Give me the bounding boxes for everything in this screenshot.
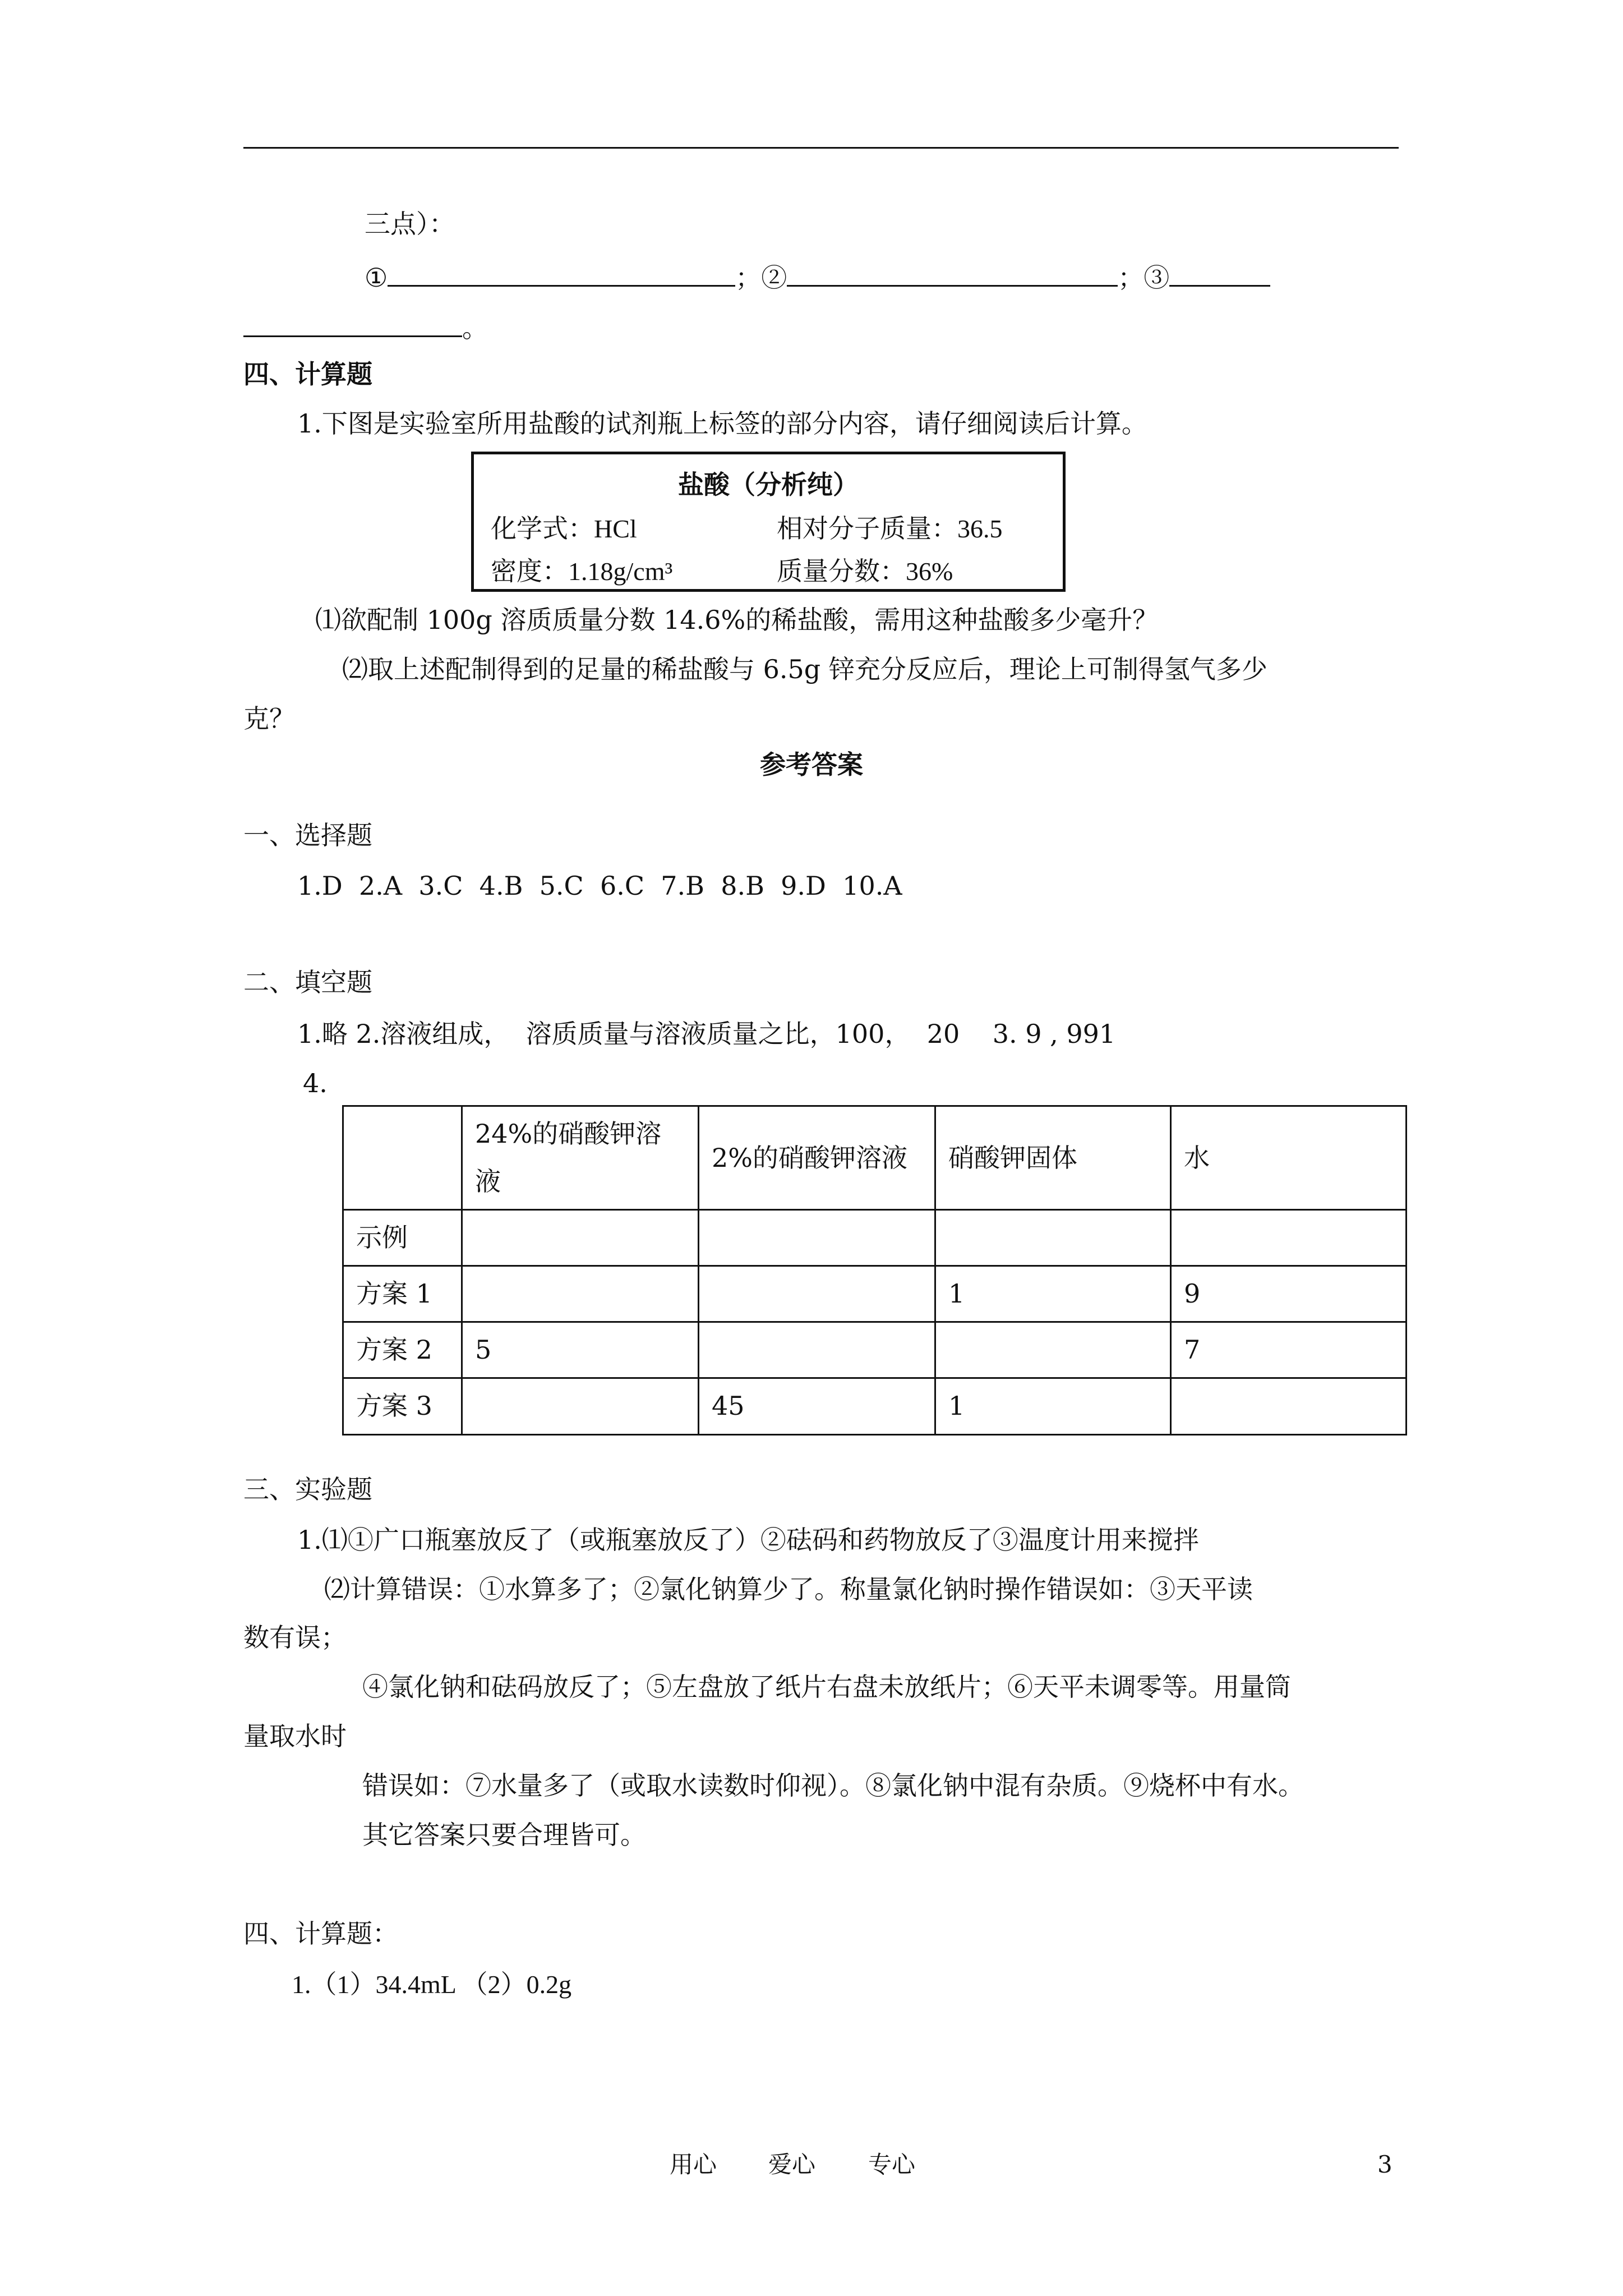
table-cell: 9 [1171,1266,1407,1322]
table-cell [699,1322,935,1378]
answers-title: 参考答案 [760,749,863,780]
answers-choice-text: 1.D 2.A 3.C 4.B 5.C 6.C 7.B 8.B 9.D 10.A [297,871,902,901]
answers-experiment-heading: 三、实验题 [243,1474,372,1504]
answers-experiment-line: ⑵计算错误：①水算多了；②氯化钠算少了。称量氯化钠时操作错误如：③天平读 [324,1574,1253,1604]
answers-experiment-line: 1.⑴①广口瓶塞放反了（或瓶塞放反了）②砝码和药物放反了③温度计用来搅拌 [297,1525,1199,1555]
table-cell [1171,1210,1407,1266]
answers-experiment-line: 数有误； [243,1622,347,1653]
sub-question-1: ⑴欲配制 100g 溶质质量分数 14.6%的稀盐酸，需用这种盐酸多少毫升？ [315,605,1159,635]
table-cell: 方案 3 [343,1378,462,1434]
table-cell: 方案 2 [343,1322,462,1378]
answers-experiment-line: 量取水时 [243,1721,347,1751]
table-cell: 1 [935,1378,1171,1434]
answers-experiment-line: 其它答案只要合理皆可。 [362,1820,646,1850]
table-cell [935,1322,1171,1378]
table-row [343,1378,1407,1434]
table-row [343,1266,1407,1322]
table-cell: 45 [699,1378,935,1434]
answers-experiment-line: 错误如：⑦水量多了（或取水读数时仰视）。⑧氯化钠中混有杂质。⑨烧杯中有水。 [362,1770,1304,1801]
answers-fill-heading: 二、填空题 [243,967,372,997]
table-cell [935,1210,1171,1266]
table-header-cell: 水 [1171,1106,1407,1210]
table-header-row [343,1106,1407,1210]
blank-answers-line: ① ；② ；③ [365,259,1270,293]
table-cell [699,1210,935,1266]
table-cell: 示例 [343,1210,462,1266]
label-mass-fraction: 质量分数：36% [777,557,953,586]
table-cell: 7 [1171,1322,1407,1378]
answer-table [342,1105,1407,1435]
blank-2 [787,259,1118,287]
table-cell [462,1210,699,1266]
table-header-cell [343,1106,462,1210]
footer-text: 专心 [868,2151,916,2178]
footer-text: 用心 [670,2151,717,2178]
continuation-line: 三点）： [365,209,455,239]
reagent-label [471,452,1066,592]
label-formula: 化学式：HCl [491,514,637,543]
question-1: 1.下图是实验室所用盐酸的试剂瓶上标签的部分内容，请仔细阅读后计算。 [297,408,1147,439]
label-density: 密度：1.18g/cm³ [491,557,673,586]
label-title: 盐酸（分析纯） [678,470,859,500]
table-cell: 5 [462,1322,699,1378]
table-cell [1171,1378,1407,1434]
section-heading-calc: 四、计算题 [243,359,372,389]
footer-text: 爱心 [768,2151,816,2178]
table-header-cell: 硝酸钾固体 [935,1106,1171,1210]
table-cell [462,1266,699,1322]
page-number: 3 [1377,2151,1393,2178]
blank-3-cont [243,310,462,337]
label-molar-mass: 相对分子质量：36.5 [777,514,1003,543]
answers-experiment-line: ④氯化钠和砝码放反了；⑤左盘放了纸片右盘未放纸片；⑥天平未调零等。用量筒 [362,1672,1291,1702]
sub-question-2: ⑵取上述配制得到的足量的稀盐酸与 6.5g 锌充分反应后，理论上可制得氢气多少 [342,654,1267,684]
header-rule [243,147,1399,149]
table-row [343,1210,1407,1266]
blank-continuation: 。 [243,310,488,344]
table-header-cell: 24%的硝酸钾溶液 [462,1106,699,1210]
answers-calc-heading: 四、计算题： [243,1918,398,1949]
table-cell: 方案 1 [343,1266,462,1322]
table-cell [462,1378,699,1434]
table-cell: 1 [935,1266,1171,1322]
answers-choice-heading: 一、选择题 [243,820,372,850]
answers-calc-text: 1.（1）34.4mL （2）0.2g [292,1970,572,1999]
table-row [343,1322,1407,1378]
table-cell [699,1266,935,1322]
answers-fill-q4: 4. [303,1068,328,1098]
blank-3 [1169,259,1270,287]
answers-fill-text: 1.略 2.溶液组成， 溶质质量与溶液质量之比，100， 20 3. 9 , 991 [297,1019,1116,1049]
blank-1 [388,259,735,287]
table-header-cell: 2%的硝酸钾溶液 [699,1106,935,1210]
sub-question-2-cont: 克？ [243,703,295,734]
